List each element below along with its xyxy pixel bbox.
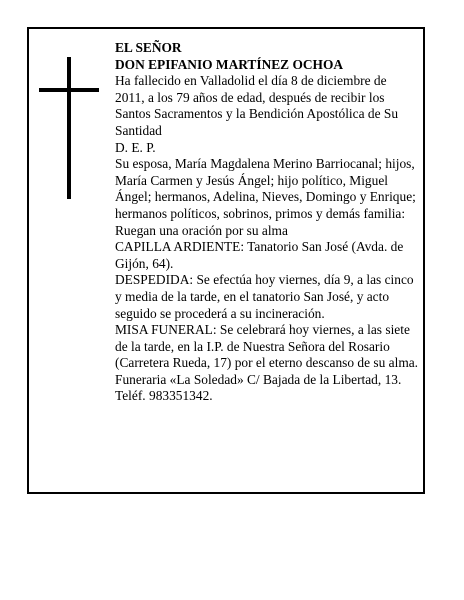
funeraria: Funeraria «La Soledad» C/ Bajada de la Libertad, 13. Teléf. 983351342. <box>115 371 402 404</box>
notice-title-line-1: EL SEÑOR <box>115 40 182 55</box>
cross-icon <box>39 57 99 199</box>
notice-body <box>115 40 419 405</box>
misa-funeral: MISA FUNERAL: Se celebrará hoy viernes, a las siete de la tarde, en la I.P. de Nuestra Señora del Rosario (Carretera Rueda, 17) por el eterno descanso de su alma. <box>115 322 419 371</box>
rip-line: D. E. P. <box>115 139 156 155</box>
cross-horizontal-bar <box>39 88 99 92</box>
prayer-request: Ruegan una oración por su alma <box>115 222 288 238</box>
capilla-ardiente: CAPILLA ARDIENTE: Tanatorio San José (Avda. de Gijón, 64). <box>115 239 404 271</box>
cross-vertical-bar <box>67 57 71 199</box>
obituary-notice <box>27 27 425 494</box>
despedida: DESPEDIDA: Se efectúa hoy viernes, día 9, a las cinco y media de la tarde, en el tanatorio San José, y acto seguido se procederá a su incineración. <box>115 272 414 321</box>
death-announcement: Ha fallecido en Valladolid el día 8 de diciembre de 2011, a los 79 años de edad, después de recibir los Santos Sacramentos y la Bendición Apostólica de Su Santidad <box>115 73 399 138</box>
deceased-name: DON EPIFANIO MARTÍNEZ OCHOA <box>115 56 344 72</box>
family-list: Su esposa, María Magdalena Merino Barriocanal; hijos, María Carmen y Jesús Ángel; hijo político, Miguel Ángel; hermanos, Adelina, Nieves, Domingo y Enrique; hermanos políticos, sobrinos, primos y demás familia: <box>115 156 416 221</box>
